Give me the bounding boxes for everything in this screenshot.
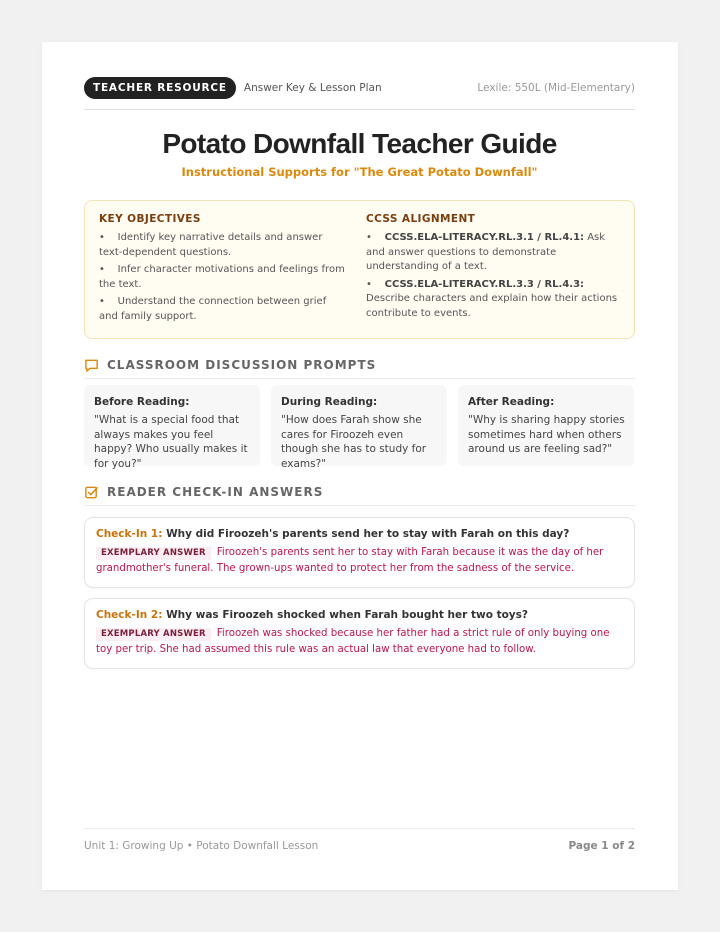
prompt-label: During Reading: bbox=[281, 396, 378, 408]
header-divider bbox=[84, 109, 635, 110]
discussion-heading: CLASSROOM DISCUSSION PROMPTS bbox=[107, 358, 377, 372]
footer-divider bbox=[84, 828, 635, 829]
checkin-answer: EXEMPLARY ANSWER Firoozeh was shocked because her father had a strict rule of only buying one toy per trip. She had assumed this rule was an actual law that everyone had to follow. bbox=[96, 628, 610, 655]
page-content bbox=[84, 42, 635, 890]
objective-item: • Understand the connection between grief and family support. bbox=[99, 296, 327, 322]
chat-bubble-icon bbox=[84, 358, 99, 373]
checkin-card-1 bbox=[84, 517, 635, 588]
checkin-section-heading bbox=[84, 482, 635, 502]
section-divider bbox=[84, 378, 635, 379]
prompt-text: "How does Farah show she cares for Firoozeh even though she has to study for exams?" bbox=[281, 414, 427, 470]
prompt-label: After Reading: bbox=[468, 396, 555, 408]
page-subtitle: Instructional Supports for "The Great Potato Downfall" bbox=[181, 165, 538, 179]
checkin-answer: EXEMPLARY ANSWER Firoozeh's parents sent her to stay with Farah because it was the day of her grandmother's funeral. The grown-ups wanted to protect her from the sadness of the service. bbox=[96, 547, 604, 574]
exemplary-answer-badge: EXEMPLARY ANSWER bbox=[96, 628, 211, 641]
checkin-heading: READER CHECK-IN ANSWERS bbox=[107, 485, 324, 499]
document-page bbox=[42, 42, 678, 890]
page-number: Page 1 of 2 bbox=[568, 840, 635, 852]
prompt-card-after bbox=[458, 385, 634, 466]
footer-unit: Unit 1: Growing Up • Potato Downfall Lesson bbox=[84, 840, 319, 852]
objectives-box bbox=[84, 200, 635, 339]
key-objectives-heading: KEY OBJECTIVES bbox=[99, 213, 201, 225]
ccss-heading: CCSS ALIGNMENT bbox=[366, 213, 476, 225]
checkin-label: Check-In 1: bbox=[96, 528, 163, 540]
exemplary-answer-badge: EXEMPLARY ANSWER bbox=[96, 547, 211, 560]
checkin-label: Check-In 2: bbox=[96, 609, 163, 621]
objective-item: • Identify key narrative details and answer text-dependent questions. bbox=[99, 232, 323, 258]
ccss-item: • CCSS.ELA-LITERACY.RL.3.1 / RL.4.1: Ask and answer questions to demonstrate understanding of a text. bbox=[366, 232, 606, 272]
header-subtitle: Answer Key & Lesson Plan bbox=[243, 82, 382, 94]
checkbox-icon bbox=[84, 485, 99, 500]
checkin-card-2 bbox=[84, 598, 635, 669]
checkin-question: Check-In 2: Why was Firoozeh shocked when Farah bought her two toys? bbox=[96, 609, 528, 621]
ccss-item: • CCSS.ELA-LITERACY.RL.3.3 / RL.4.3: Describe characters and explain how their actions contribute to events. bbox=[366, 278, 618, 319]
page-header bbox=[84, 77, 635, 99]
discussion-section-heading bbox=[84, 355, 635, 375]
section-divider bbox=[84, 505, 635, 506]
lexile-level: Lexile: 550L (Mid-Elementary) bbox=[477, 82, 635, 94]
key-objectives bbox=[99, 213, 347, 327]
prompt-text: "Why is sharing happy stories sometimes hard when others around us are feeling sad?" bbox=[468, 414, 625, 455]
checkin-question: Check-In 1: Why did Firoozeh's parents send her to stay with Farah on this day? bbox=[96, 528, 570, 540]
prompt-card-before bbox=[84, 385, 260, 470]
prompt-text: "What is a special food that always makes you feel happy? Who usually makes it for you?" bbox=[94, 414, 248, 470]
objective-item: • Infer character motivations and feelings from the text. bbox=[99, 264, 345, 290]
page-title: Potato Downfall Teacher Guide bbox=[162, 128, 557, 159]
prompt-label: Before Reading: bbox=[94, 396, 190, 408]
prompt-card-during bbox=[271, 385, 447, 470]
ccss-alignment bbox=[366, 213, 622, 324]
teacher-resource-badge: TEACHER RESOURCE bbox=[84, 77, 236, 99]
